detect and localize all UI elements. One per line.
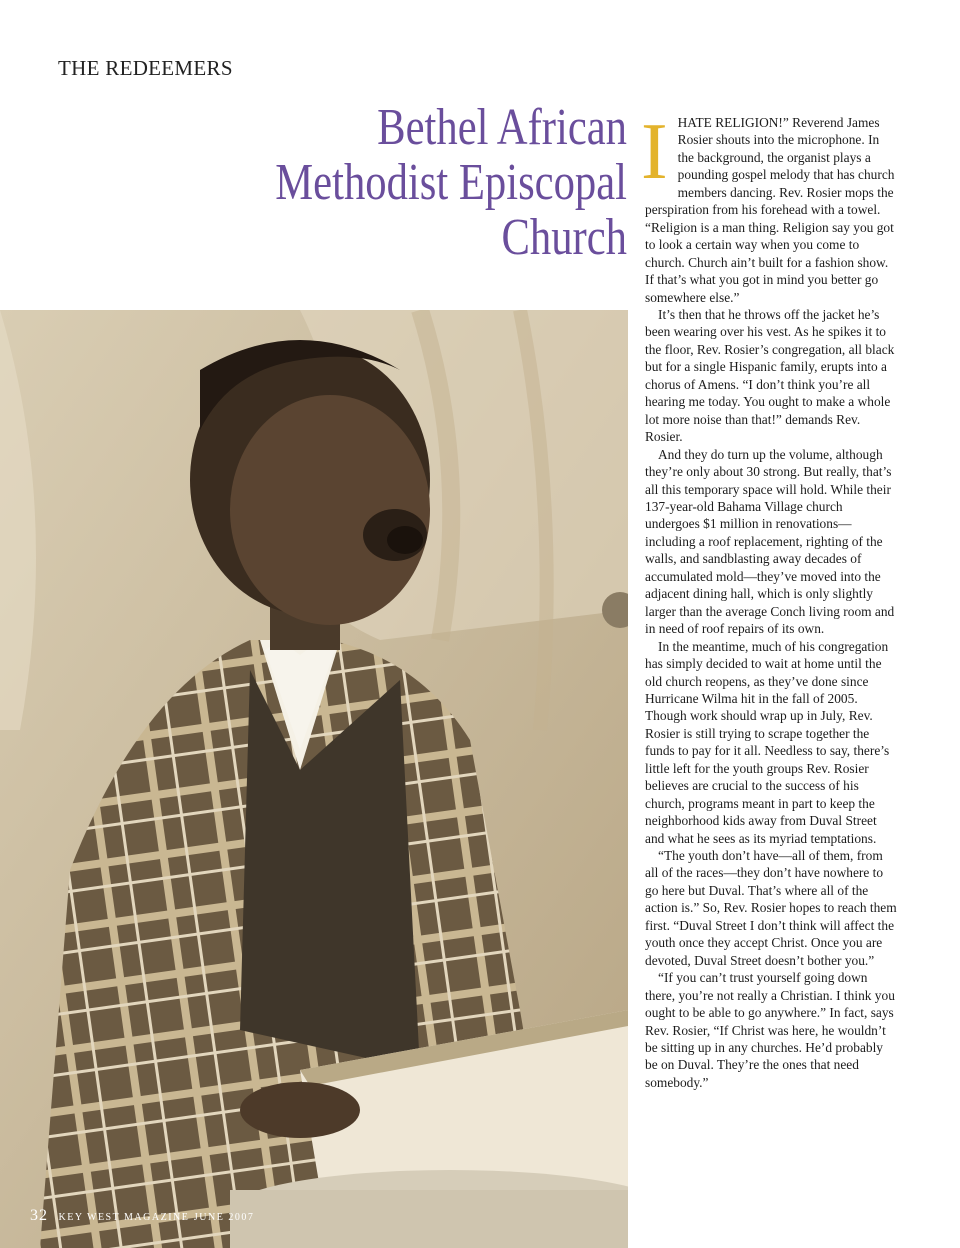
article-paragraph-1: [641, 108, 897, 306]
preacher-illustration: [0, 310, 628, 1248]
article-paragraph-4: In the meantime, much of his congregation has simply decided to wait at home until the old church reopens, as they’ve done since Hurricane Wilma hit in the fall of 2005. Though work should wrap up in July, Rev. Rosier is still trying to scrape together the funds to pay for it all. Needless to say, there’s little left for the youth groups Rev. Rosier believes are crucial to the success of his church, programs meant in part to keep the neighborhood kids away from Duval Street and what he sees as its myriad temptations.: [645, 638, 890, 846]
preacher-photo: [0, 310, 628, 1248]
article-body: [641, 108, 897, 1091]
article-paragraph-2: It’s then that he throws off the jacket he’s been wearing over his vest. As he spikes it to the floor, Rev. Rosier’s congregation, all black but for a single Hispanic family, erupts into a chorus of Amens. “I don’t think you’re all hearing me today. You ought to make a whole lot more noise than that!” demands Rev. Rosier.: [645, 306, 895, 445]
section-label: THE REDEEMERS: [58, 56, 233, 80]
page-number: 32: [30, 1207, 48, 1224]
article-paragraph-6: “If you can’t trust yourself going down there, you’re not really a Christian. I think you ought to be able to go anywhere.” In fact, says Rev. Rosier, “If Christ was here, he wouldn’t be sitting up in any churches. He’d probably be on Duval. They’re the ones that need somebody.”: [645, 970, 895, 1090]
article-paragraph-3: And they do turn up the volume, although they’re only about 30 strong. But really, that’s all this temporary space will hold. While their 137-year-old Bahama Village church undergoes $1 million in renovations—including a roof replacement, righting of the walls, and sandblasting away decades of accumulated mold—they’ve moved into the adjacent dining hall, which is only slightly larger than the average Conch living room and in need of roof repairs of its own.: [645, 446, 895, 637]
title-line-3: Church: [501, 209, 627, 266]
title-line-1: Bethel African: [377, 99, 627, 156]
article-paragraph-5: “The youth don’t have—all of them, from all of the races—they don’t have nowhere to go here but Duval. That’s where all of the action is.” So, Rev. Rosier hopes to reach them first. “Duval Street I don’t think will affect the youth once they accept Christ. Once you are devoted, Duval Street doesn’t bother you.”: [645, 848, 897, 968]
magazine-name: KEY WEST MAGAZINE: [58, 1212, 190, 1223]
article-title: [260, 100, 627, 265]
drop-cap: I: [641, 108, 668, 196]
paragraph-text: HATE RELIGION!” Reverend James Rosier shouts into the microphone. In the background, the organist plays a pounding gospel melody that has church members dancing. Rev. Rosier mops the perspiration from his forehead with a towel. “Religion is a man thing. Religion say you got to look a certain way when you come to church. Church ain’t built for a fashion show. If that’s what you got in mind you better go somewhere else.”: [645, 115, 895, 305]
issue-date: JUNE 2007: [193, 1212, 255, 1223]
title-line-2: Methodist Episcopal: [275, 154, 627, 211]
page-footer: [30, 1207, 254, 1225]
